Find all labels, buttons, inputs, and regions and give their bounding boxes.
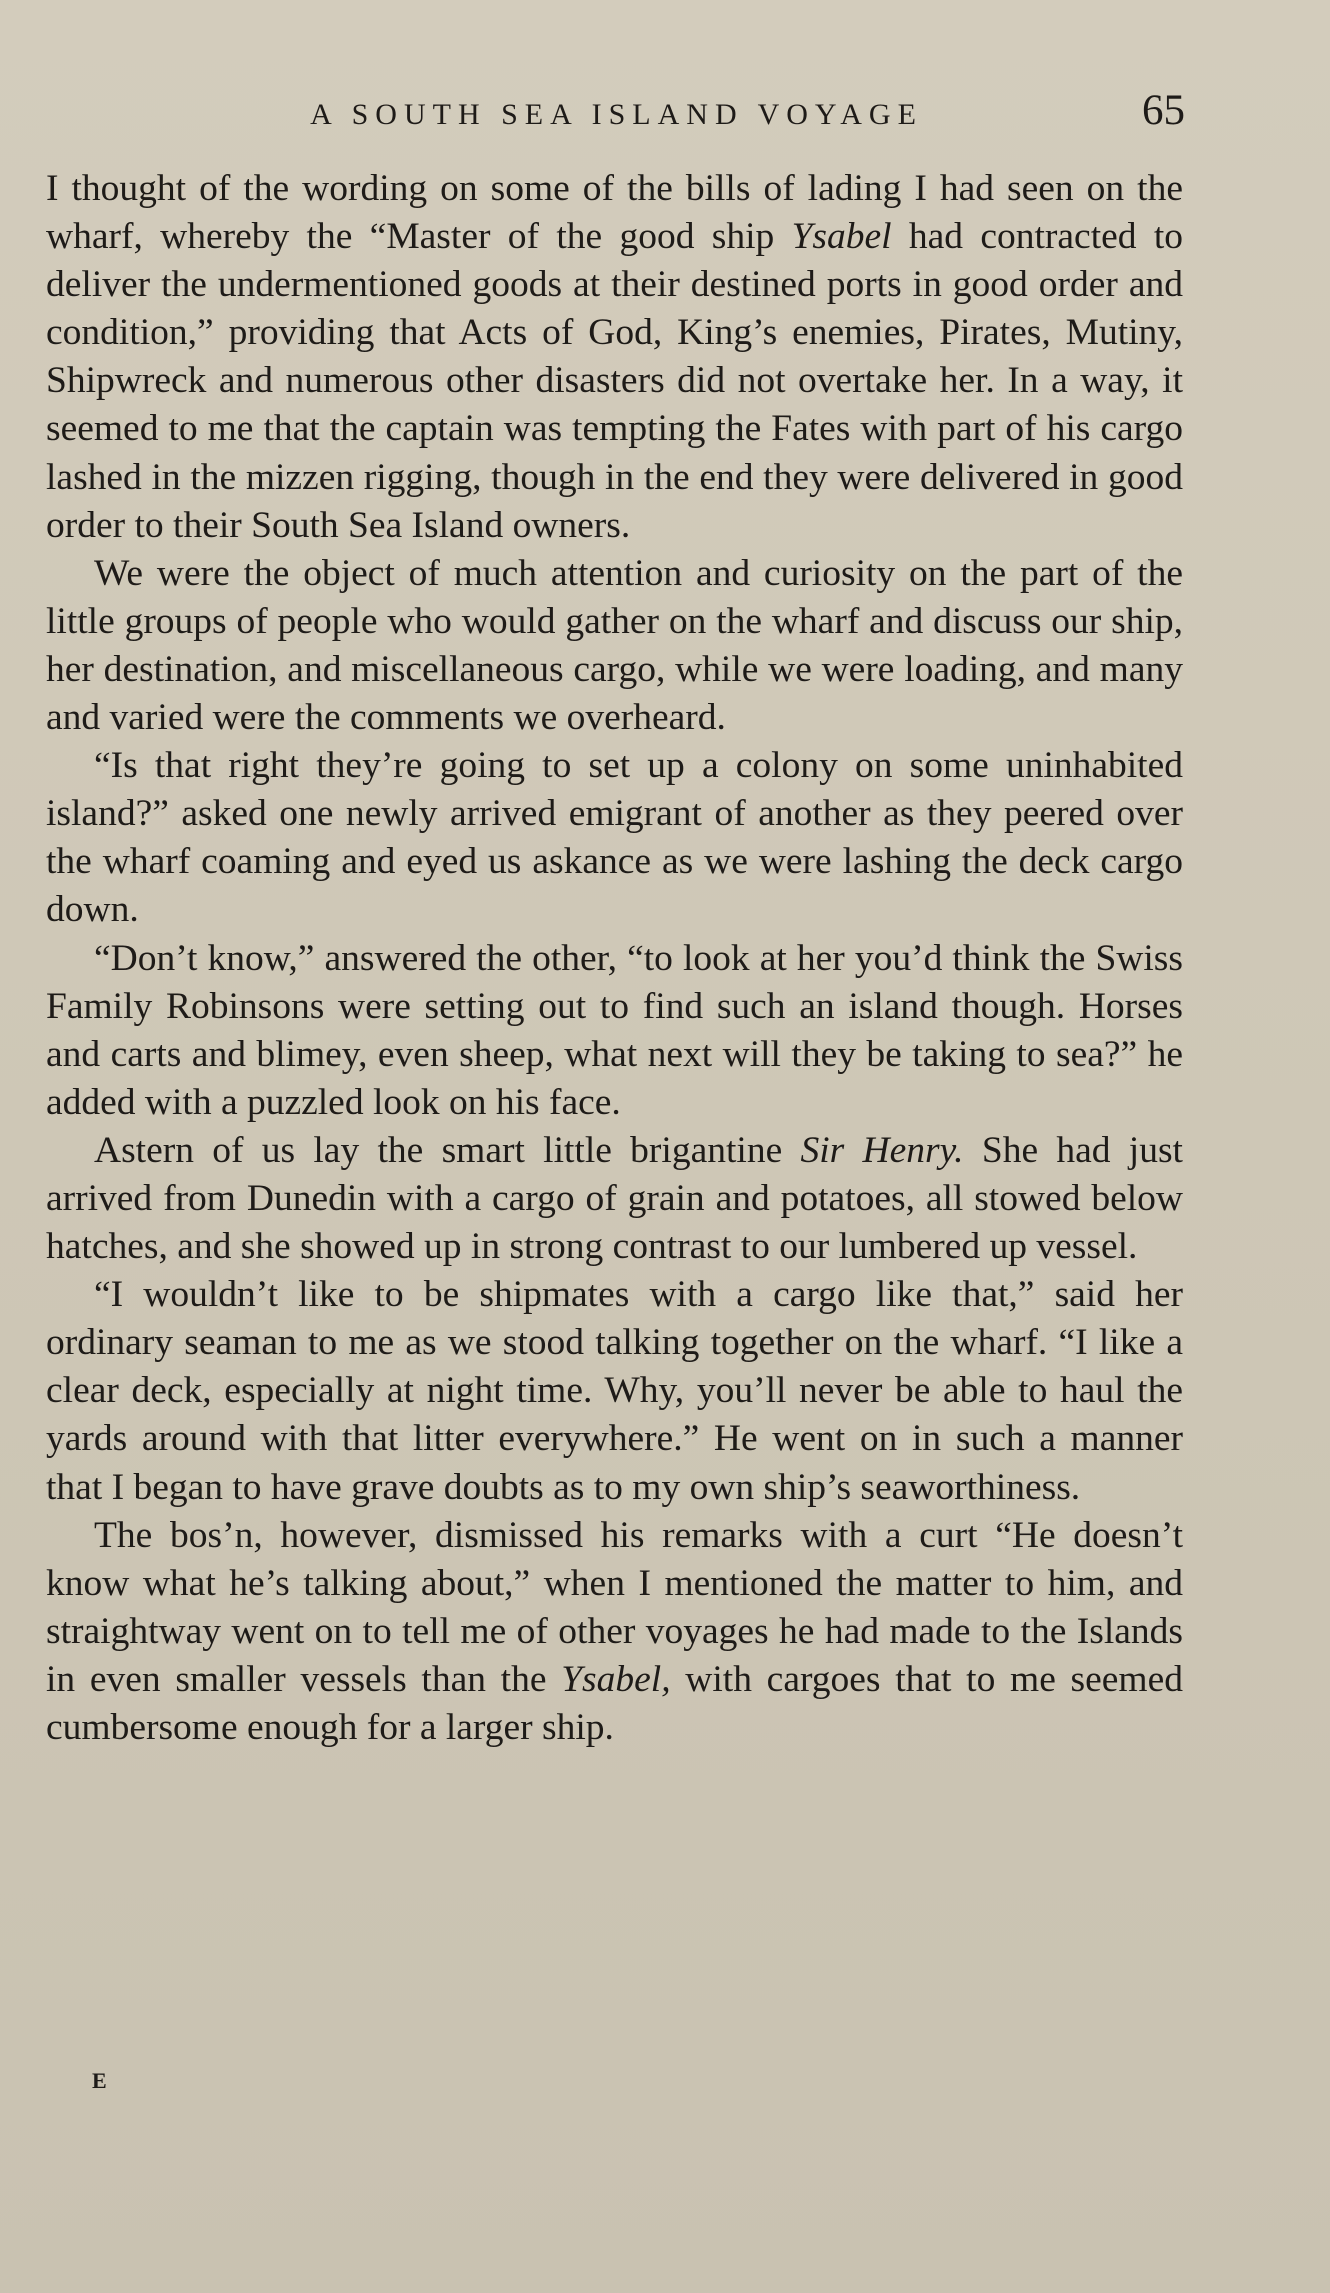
paragraph-2: We were the object of much attention and curiosity on the part of the little groups of people who would gather on the wharf and discuss our ship, her destination, and miscellaneous cargo, while we were loading, and many and varied were the comments we overheard. — [46, 552, 1183, 739]
body-text — [46, 165, 1183, 1752]
paragraph-5-part-b: She had just arrived from Dunedin with a cargo of grain and potatoes, all stowed below hatches, and she showed up in strong contrast to our lumbered up vessel. — [46, 1129, 1183, 1268]
paragraph-6: “I wouldn’t like to be shipmates with a cargo like that,” said her ordinary seaman to me as we stood talking together on the wharf. “I like a clear deck, especially at night time. Why, you’ll never be able to haul the yards around with that litter everywhere.” He went on in such a manner that I began to have grave doubts as to my own ship’s seaworthiness. — [46, 1274, 1183, 1508]
paragraph-5-part-a: Astern of us lay the smart little brigantine — [94, 1129, 801, 1171]
paragraph-3: “Is that right they’re going to set up a colony on some uninhabited island?” asked one newly arrived emigrant of another as they peered over the wharf coaming and eyed us askance as we were lashing the deck cargo down. — [46, 745, 1183, 931]
running-title: A SOUTH SEA ISLAND VOYAGE — [310, 98, 923, 131]
paragraph-1-part-b: had contracted to deliver the undermentioned goods at their destined ports in good order and condition,” providing that Acts of God, King’s enemies, Pirates, Mutiny, Shipwreck and numerous other disasters did not overtake her. In a way, it seemed to me that the captain was tempting the Fates with part of his cargo lashed in the mizzen rigging, though in the end they were delivered in good order to their South Sea Island owners. — [46, 216, 1183, 546]
paragraph-7 — [46, 1512, 1183, 1752]
paragraph-4: “Don’t know,” answered the other, “to look at her you’d think the Swiss Family Robinsons were setting out to find such an island though. Horses and carts and blimey, even sheep, what next will they be taking to sea?” he added with a puzzled look on his face. — [46, 937, 1183, 1123]
page-number: 65 — [1142, 87, 1185, 134]
ship-name-ysabel: Ysabel — [791, 216, 892, 258]
running-head — [48, 86, 1185, 142]
paragraph-1 — [46, 165, 1183, 550]
paragraph-7-part-a: The bos’n, however, dismissed his remarks with a curt “He doesn’t know what he’s talking about,” when I mentioned the matter to him, and straightway went on to tell me of other voyages he had made to the Islands in even smaller vessels than the — [46, 1514, 1183, 1700]
ship-name-ysabel-2: Ysabel, — [561, 1658, 671, 1700]
ship-name-sir-henry: Sir Henry. — [800, 1129, 964, 1171]
paragraph-5 — [46, 1127, 1183, 1271]
paragraph-7-part-b: with cargoes that to me seemed cumbersome enough for a larger ship. — [46, 1658, 1183, 1748]
paragraph-1-part-a: I thought of the wording on some of the bills of lading I had seen on the wharf, whereby the “Master of the good ship — [46, 168, 1183, 258]
signature-mark: E — [92, 2068, 108, 2093]
